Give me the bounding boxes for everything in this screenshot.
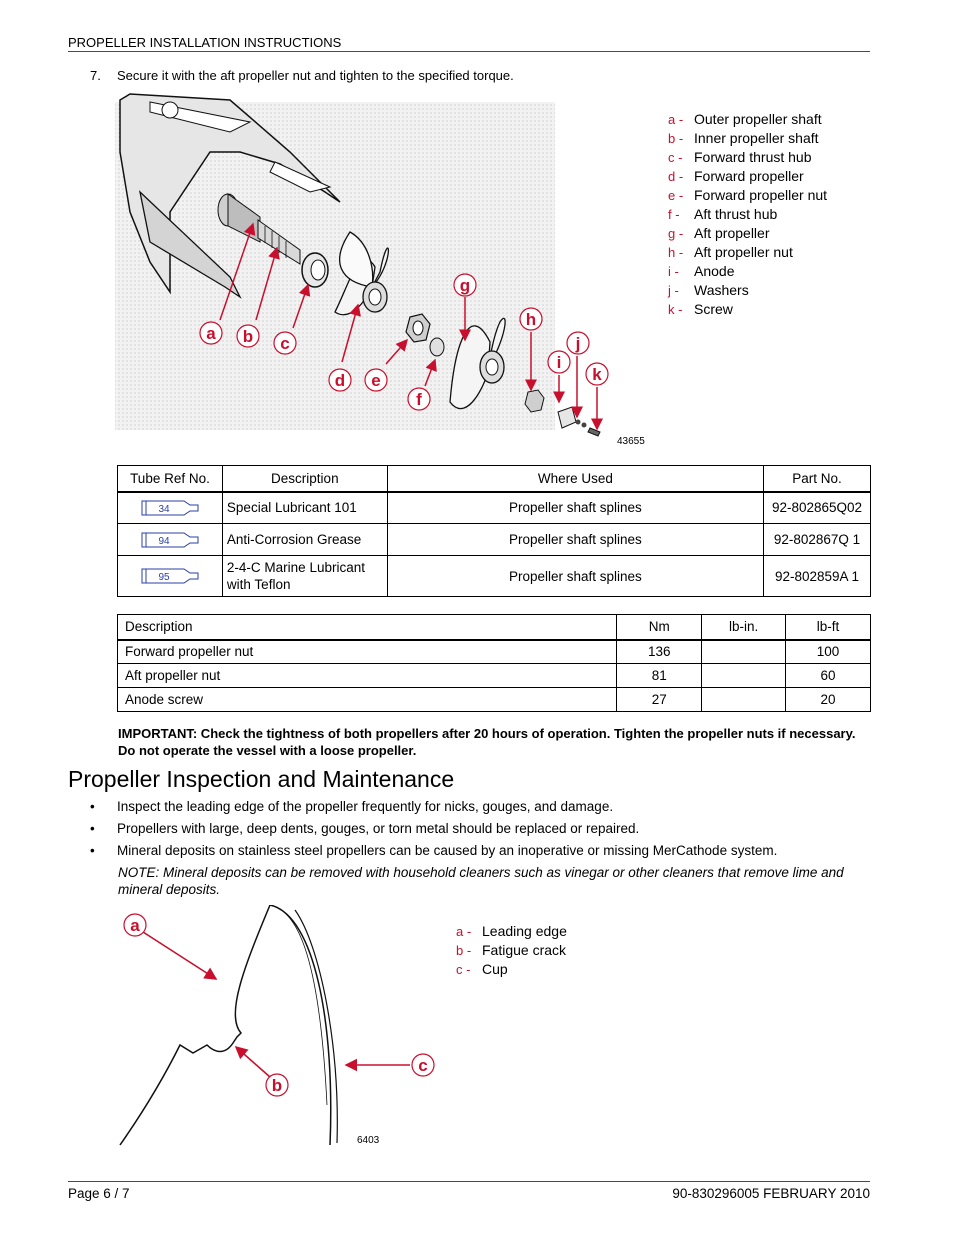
legend-key: a - bbox=[668, 112, 684, 127]
table-header: Part No. bbox=[764, 466, 871, 492]
legend-key: k - bbox=[668, 302, 683, 317]
legend-item bbox=[668, 167, 827, 186]
table-cell: 92-802867Q 1 bbox=[764, 524, 871, 556]
legend-text: Forward propeller bbox=[694, 168, 804, 184]
figure-legend bbox=[456, 922, 567, 979]
callout-f: f bbox=[416, 390, 422, 409]
callout-h: h bbox=[525, 310, 537, 329]
table-cell: 136 bbox=[617, 640, 702, 664]
lubricant-tube-icon bbox=[140, 530, 200, 550]
note-label: NOTE: bbox=[118, 865, 160, 880]
step-text: Secure it with the aft propeller nut and tighten to the specified torque. bbox=[117, 68, 514, 83]
tube-number: 95 bbox=[158, 572, 170, 583]
legend-text: Outer propeller shaft bbox=[694, 111, 822, 127]
callout-d: d bbox=[334, 371, 346, 390]
note bbox=[118, 864, 874, 898]
legend-item bbox=[456, 941, 567, 960]
table-cell bbox=[702, 688, 786, 712]
footer-rule bbox=[68, 1181, 870, 1182]
legend-item bbox=[668, 243, 827, 262]
step-7 bbox=[90, 68, 514, 83]
legend-text: Forward thrust hub bbox=[694, 149, 812, 165]
legend-text: Cup bbox=[482, 961, 508, 977]
callout-k: k bbox=[592, 365, 602, 384]
legend-item bbox=[668, 224, 827, 243]
document-id: 90-830296005 FEBRUARY 2010 bbox=[672, 1186, 870, 1201]
tube-ref-cell bbox=[118, 524, 223, 556]
table-cell: Aft propeller nut bbox=[118, 664, 617, 688]
table-cell bbox=[702, 640, 786, 664]
table-cell: Propeller shaft splines bbox=[387, 556, 763, 597]
table-header: lb-in. bbox=[702, 615, 786, 640]
legend-key: a - bbox=[456, 924, 472, 939]
callout-a: a bbox=[130, 916, 140, 935]
list-item bbox=[90, 821, 777, 843]
lubricant-tube-icon bbox=[140, 498, 200, 518]
tube-number: 94 bbox=[158, 535, 170, 547]
legend-item bbox=[668, 110, 827, 129]
legend-text: Leading edge bbox=[482, 923, 567, 939]
legend-text: Anode bbox=[694, 263, 735, 279]
bullet: • bbox=[90, 799, 95, 814]
section-title: Propeller Inspection and Maintenance bbox=[68, 766, 455, 792]
list-item bbox=[90, 799, 777, 821]
table-header: Description bbox=[118, 615, 617, 640]
page-number: Page 6 / 7 bbox=[68, 1186, 130, 1201]
legend-key: e - bbox=[668, 188, 684, 203]
table-cell: 27 bbox=[617, 688, 702, 712]
table-cell: 100 bbox=[786, 640, 871, 664]
legend-item bbox=[668, 186, 827, 205]
list-item-text: Mineral deposits on stainless steel propellers can be caused by an inoperative or missing MerCathode system. bbox=[117, 843, 778, 858]
header-rule bbox=[68, 51, 870, 52]
torque-table bbox=[117, 614, 871, 712]
table-header: Where Used bbox=[387, 466, 763, 492]
lubricant-tube-icon bbox=[140, 566, 200, 586]
table-cell: Forward propeller nut bbox=[118, 640, 617, 664]
callout-b: b bbox=[271, 1076, 283, 1095]
list-item bbox=[90, 843, 777, 865]
legend-item bbox=[668, 262, 827, 281]
list-item-text: Inspect the leading edge of the propeller frequently for nicks, gouges, and damage. bbox=[117, 799, 614, 814]
legend-key: i - bbox=[668, 264, 679, 279]
table-cell: 92-802859A 1 bbox=[764, 556, 871, 597]
callout-i: i bbox=[556, 353, 562, 372]
legend-text: Inner propeller shaft bbox=[694, 130, 819, 146]
legend-key: g - bbox=[668, 226, 684, 241]
callout-a: a bbox=[206, 324, 216, 343]
tube-number: 34 bbox=[158, 503, 170, 515]
legend-text: Screw bbox=[694, 301, 733, 317]
callout-g: g bbox=[459, 276, 471, 295]
table-row bbox=[118, 640, 871, 664]
note-text: Mineral deposits can be removed with household cleaners such as vinegar or other cleaners that remove lime and mineral deposits. bbox=[118, 865, 844, 897]
table-row bbox=[118, 688, 871, 712]
bullet: • bbox=[90, 821, 95, 836]
callout-c: c bbox=[418, 1056, 428, 1075]
callout-c: c bbox=[280, 334, 290, 353]
legend-item bbox=[668, 129, 827, 148]
table-cell: 92-802865Q02 bbox=[764, 492, 871, 524]
figure-number: 6403 bbox=[357, 1135, 380, 1146]
table-header: Tube Ref No. bbox=[118, 466, 223, 492]
legend-item bbox=[668, 281, 827, 300]
table-header: lb-ft bbox=[786, 615, 871, 640]
legend-text: Aft thrust hub bbox=[694, 206, 778, 222]
propeller-blade-illustration bbox=[115, 905, 445, 1155]
important-notice: IMPORTANT: Check the tightness of both propellers after 20 hours of operation. Tighten the propeller nuts if necessary. Do not operate the vessel with a loose propeller. bbox=[118, 726, 856, 758]
table-cell: Propeller shaft splines bbox=[387, 492, 763, 524]
bullet: • bbox=[90, 843, 95, 858]
table-header: Description bbox=[222, 466, 387, 492]
legend-key: c - bbox=[456, 962, 471, 977]
table-cell: 2-4-C Marine Lubricant with Teflon bbox=[222, 556, 387, 597]
table-row bbox=[118, 556, 871, 597]
legend-key: d - bbox=[668, 169, 684, 184]
legend-item bbox=[456, 960, 567, 979]
table-row bbox=[118, 664, 871, 688]
figure-number: 43655 bbox=[617, 436, 645, 447]
propeller-assembly-illustration bbox=[110, 92, 650, 452]
table-row bbox=[118, 524, 871, 556]
table-row bbox=[118, 492, 871, 524]
header-title: PROPELLER INSTALLATION INSTRUCTIONS bbox=[68, 35, 342, 50]
legend-key: b - bbox=[668, 131, 684, 146]
list-item-text: Propellers with large, deep dents, gouges, or torn metal should be replaced or repaired. bbox=[117, 821, 640, 836]
table-cell: Propeller shaft splines bbox=[387, 524, 763, 556]
table-cell: 20 bbox=[786, 688, 871, 712]
legend-text: Aft propeller nut bbox=[694, 244, 793, 260]
legend-key: b - bbox=[456, 943, 472, 958]
table-header: Nm bbox=[617, 615, 702, 640]
table-cell: 60 bbox=[786, 664, 871, 688]
table-cell bbox=[702, 664, 786, 688]
legend-text: Washers bbox=[694, 282, 749, 298]
callout-j: j bbox=[575, 334, 581, 353]
step-number: 7. bbox=[90, 68, 101, 83]
legend-key: j - bbox=[668, 283, 679, 298]
figure-legend bbox=[668, 110, 827, 319]
legend-item bbox=[668, 148, 827, 167]
callout-b: b bbox=[242, 327, 254, 346]
callout-e: e bbox=[371, 371, 381, 390]
legend-item bbox=[456, 922, 567, 941]
legend-key: h - bbox=[668, 245, 684, 260]
table-cell: 81 bbox=[617, 664, 702, 688]
legend-item bbox=[668, 300, 827, 319]
table-cell: Anode screw bbox=[118, 688, 617, 712]
lubricant-table bbox=[117, 465, 871, 597]
legend-key: f - bbox=[668, 207, 680, 222]
table-cell: Special Lubricant 101 bbox=[222, 492, 387, 524]
tube-ref-cell bbox=[118, 556, 223, 597]
legend-text: Aft propeller bbox=[694, 225, 770, 241]
legend-item bbox=[668, 205, 827, 224]
legend-text: Forward propeller nut bbox=[694, 187, 828, 203]
inspection-list bbox=[90, 799, 777, 865]
legend-key: c - bbox=[668, 150, 683, 165]
legend-text: Fatigue crack bbox=[482, 942, 567, 958]
table-cell: Anti-Corrosion Grease bbox=[222, 524, 387, 556]
tube-ref-cell bbox=[118, 492, 223, 524]
